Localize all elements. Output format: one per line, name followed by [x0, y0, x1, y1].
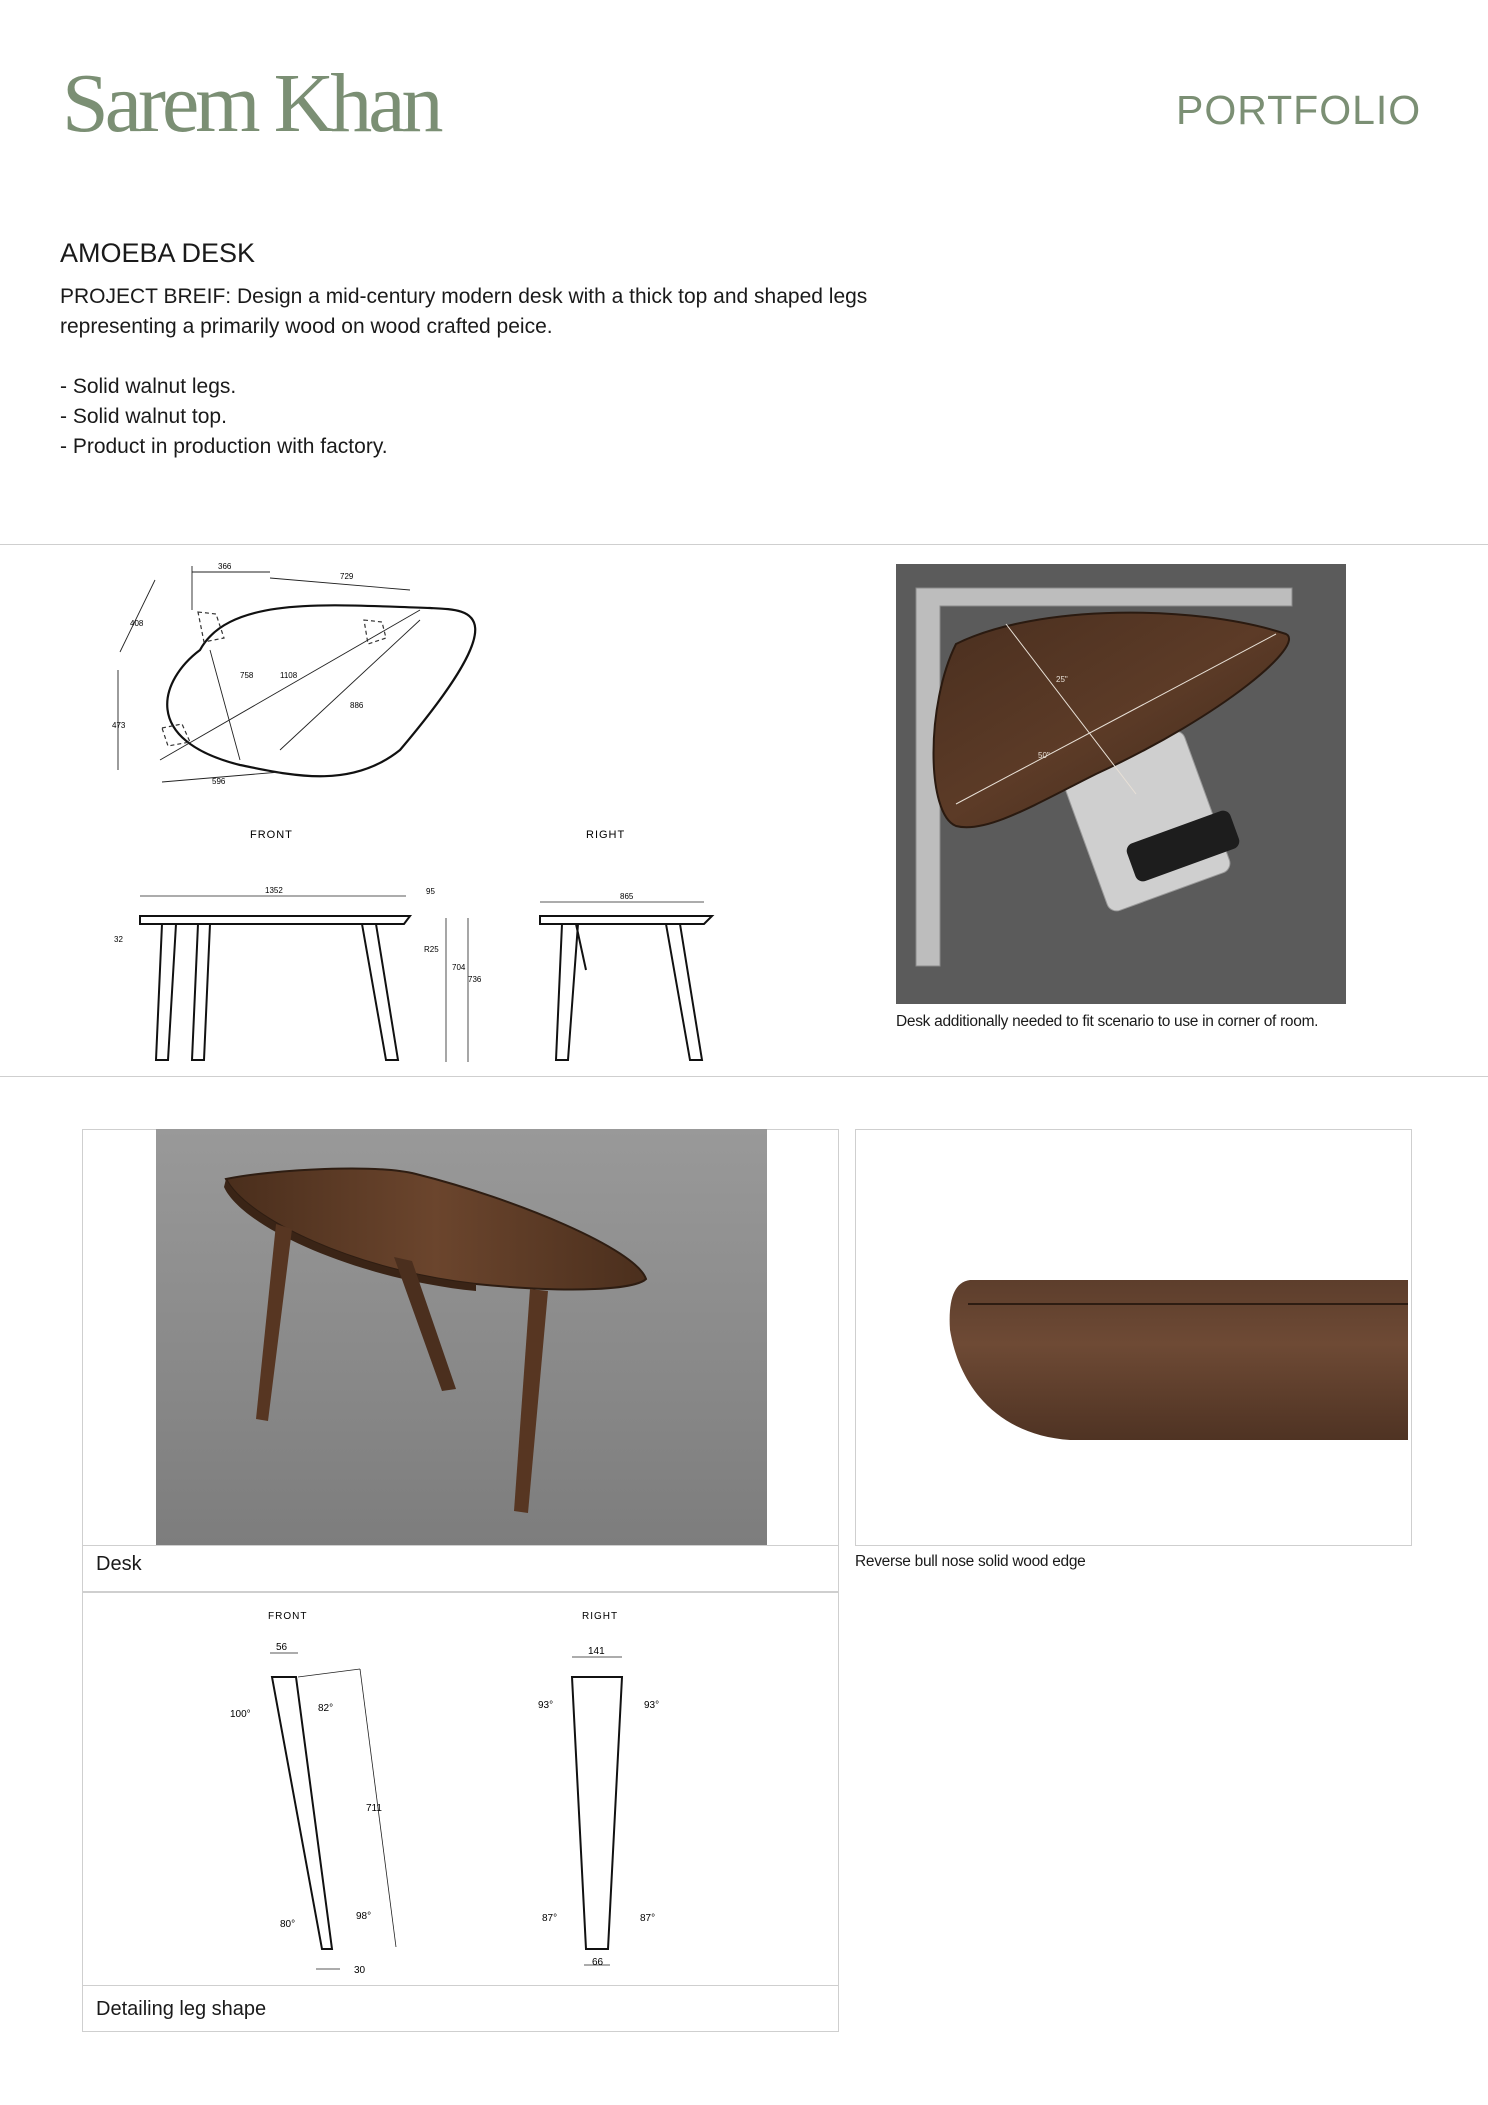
edge-detail-caption: Reverse bull nose solid wood edge	[855, 1553, 1086, 1570]
right-view-label: RIGHT	[582, 1611, 619, 1622]
bullet-item: - Solid walnut legs.	[60, 375, 237, 398]
project-title: AMOEBA DESK	[60, 238, 256, 268]
front-leg-profile	[272, 1677, 332, 1949]
dim-label: 408	[130, 619, 144, 628]
corner-plan-image	[896, 564, 1346, 1004]
dim-label: 50"	[1038, 751, 1050, 760]
dim-label: 729	[340, 572, 354, 581]
dim-label: 473	[112, 721, 126, 730]
dim-label: 886	[350, 701, 364, 710]
dim-label: 66	[592, 1957, 604, 1968]
dim-label: 93°	[538, 1700, 554, 1711]
dim-label: 596	[212, 777, 226, 786]
dim-label: 30	[354, 1965, 366, 1976]
dim-label: 82°	[318, 1703, 334, 1714]
dim-label: 95	[426, 887, 435, 896]
dim-label: 758	[240, 671, 254, 680]
divider	[82, 1985, 839, 1986]
bullet-item: - Product in production with factory.	[60, 435, 388, 458]
dim-label: R25	[424, 945, 439, 954]
divider	[82, 1545, 839, 1546]
dim-label: 98°	[356, 1911, 372, 1922]
dim-label: 56	[276, 1642, 288, 1653]
desk-render-image	[156, 1129, 767, 1545]
edge-detail-image	[940, 1270, 1410, 1450]
corner-plan-caption: Desk additionally needed to fit scenario to use in corner of room.	[896, 1013, 1319, 1030]
front-view-label: FRONT	[250, 829, 293, 841]
leg-footprint	[198, 612, 224, 642]
dim-label: 1108	[280, 671, 298, 680]
dim-label: 87°	[640, 1913, 656, 1924]
front-view-label: FRONT	[268, 1611, 308, 1622]
dim-label: 711	[366, 1803, 382, 1814]
dim-label: 87°	[542, 1913, 558, 1924]
project-brief: PROJECT BREIF: Design a mid-century modern desk with a thick top and shaped legs representing a primarily wood on wood crafted peice.	[60, 285, 868, 338]
right-elevation	[540, 916, 712, 1060]
front-elevation	[140, 916, 410, 1060]
right-view-label: RIGHT	[586, 829, 626, 841]
dim-label: 366	[218, 562, 232, 571]
dim-label: 704	[452, 963, 466, 972]
bullet-item: - Solid walnut top.	[60, 405, 227, 428]
leg-footprint	[162, 724, 190, 746]
leg-detail-drawing	[200, 1605, 720, 1985]
dim-label: 100°	[230, 1709, 251, 1720]
dim-label: 865	[620, 892, 634, 901]
leg-detail-caption: Detailing leg shape	[96, 1998, 267, 2020]
render-caption: Desk	[96, 1553, 142, 1575]
desk-top-outline	[167, 605, 475, 776]
dim-label: 141	[588, 1646, 605, 1657]
brand-name: Sarem Khan	[62, 57, 440, 150]
dim-label: 93°	[644, 1700, 660, 1711]
right-leg-profile	[572, 1677, 622, 1949]
desk-technical-drawing	[100, 550, 800, 1070]
dim-label: 25"	[1056, 675, 1068, 684]
dim-label: 736	[468, 975, 482, 984]
dim-label: 80°	[280, 1919, 296, 1930]
dim-label: 1352	[265, 886, 283, 895]
section-title: PORTFOLIO	[1176, 87, 1422, 133]
dim-label: 32	[114, 935, 123, 944]
